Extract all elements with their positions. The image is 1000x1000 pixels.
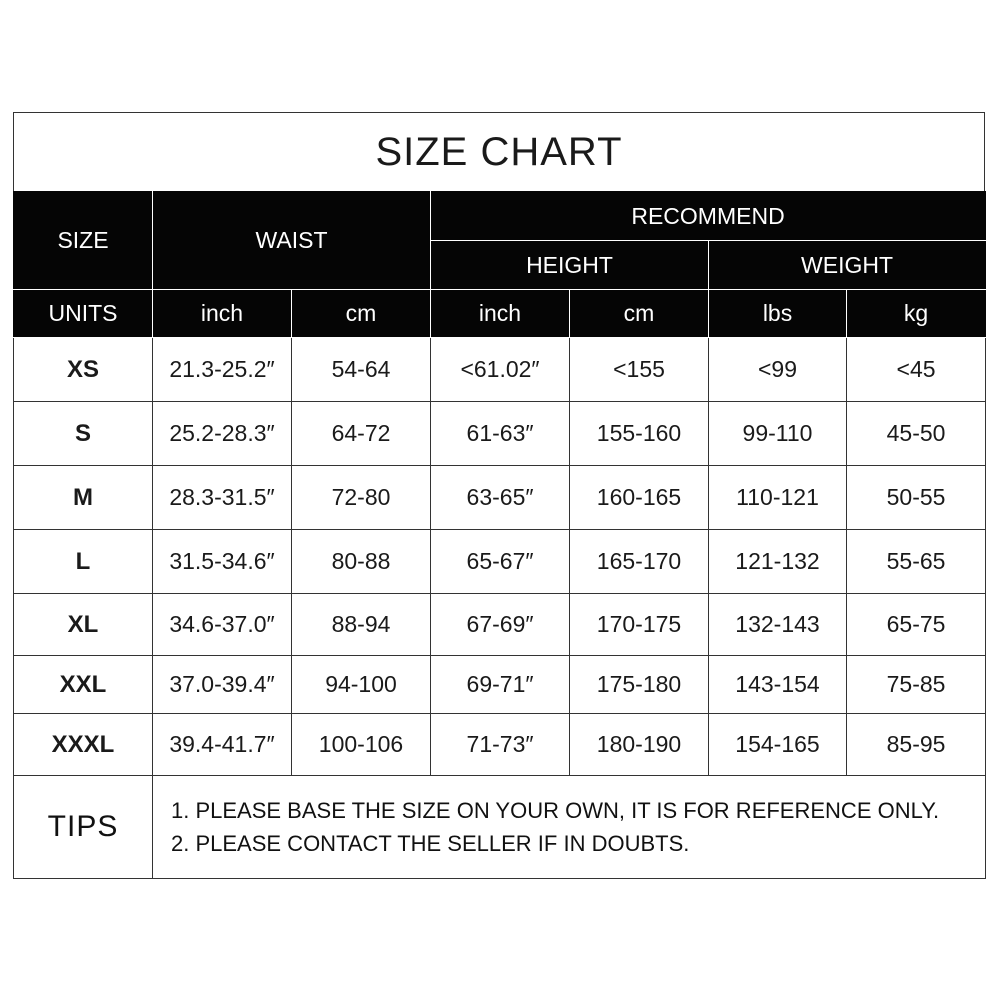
table-row: [14, 594, 986, 656]
unit-waist-inch: inch: [153, 290, 292, 338]
table-row: [14, 466, 986, 530]
tips-line-1: 1. PLEASE BASE THE SIZE ON YOUR OWN, IT IS FOR REFERENCE ONLY.: [171, 798, 940, 823]
size-cell: M: [14, 466, 153, 530]
weight-kg-cell: 50-55: [847, 466, 986, 530]
size-cell: L: [14, 530, 153, 594]
weight-kg-cell: <45: [847, 338, 986, 402]
waist-inch-cell: 31.5-34.6″: [153, 530, 292, 594]
weight-lbs-cell: 99-110: [709, 402, 847, 466]
weight-kg-cell: 55-65: [847, 530, 986, 594]
size-header: SIZE: [14, 192, 153, 290]
waist-inch-cell: 37.0-39.4″: [153, 656, 292, 714]
size-cell: XXL: [14, 656, 153, 714]
height-inch-cell: <61.02″: [431, 338, 570, 402]
weight-lbs-cell: 132-143: [709, 594, 847, 656]
waist-cm-cell: 94-100: [292, 656, 431, 714]
waist-inch-cell: 34.6-37.0″: [153, 594, 292, 656]
height-cm-cell: 175-180: [570, 656, 709, 714]
weight-lbs-cell: 121-132: [709, 530, 847, 594]
size-cell: XS: [14, 338, 153, 402]
waist-cm-cell: 80-88: [292, 530, 431, 594]
table-row: [14, 714, 986, 776]
waist-inch-cell: 21.3-25.2″: [153, 338, 292, 402]
weight-lbs-cell: 154-165: [709, 714, 847, 776]
chart-title: SIZE CHART: [13, 112, 985, 191]
table-row: [14, 338, 986, 402]
weight-lbs-cell: <99: [709, 338, 847, 402]
weight-kg-cell: 85-95: [847, 714, 986, 776]
unit-waist-cm: cm: [292, 290, 431, 338]
height-cm-cell: 180-190: [570, 714, 709, 776]
unit-height-cm: cm: [570, 290, 709, 338]
height-inch-cell: 71-73″: [431, 714, 570, 776]
units-row: [14, 290, 986, 338]
height-inch-cell: 63-65″: [431, 466, 570, 530]
waist-cm-cell: 72-80: [292, 466, 431, 530]
weight-lbs-cell: 110-121: [709, 466, 847, 530]
recommend-header: RECOMMEND: [431, 192, 986, 241]
waist-inch-cell: 28.3-31.5″: [153, 466, 292, 530]
height-cm-cell: 165-170: [570, 530, 709, 594]
table-row: [14, 402, 986, 466]
waist-cm-cell: 88-94: [292, 594, 431, 656]
height-cm-cell: 170-175: [570, 594, 709, 656]
weight-kg-cell: 45-50: [847, 402, 986, 466]
unit-weight-kg: kg: [847, 290, 986, 338]
weight-kg-cell: 75-85: [847, 656, 986, 714]
height-cm-cell: 155-160: [570, 402, 709, 466]
size-chart: [13, 112, 985, 879]
table-row: [14, 530, 986, 594]
height-inch-cell: 69-71″: [431, 656, 570, 714]
units-label: UNITS: [14, 290, 153, 338]
height-inch-cell: 65-67″: [431, 530, 570, 594]
size-cell: XL: [14, 594, 153, 656]
header-row-1: [14, 192, 986, 241]
table-row: [14, 656, 986, 714]
height-inch-cell: 67-69″: [431, 594, 570, 656]
height-header: HEIGHT: [431, 241, 709, 290]
waist-inch-cell: 39.4-41.7″: [153, 714, 292, 776]
unit-weight-lbs: lbs: [709, 290, 847, 338]
weight-lbs-cell: 143-154: [709, 656, 847, 714]
height-inch-cell: 61-63″: [431, 402, 570, 466]
waist-inch-cell: 25.2-28.3″: [153, 402, 292, 466]
waist-cm-cell: 64-72: [292, 402, 431, 466]
tips-content: [153, 776, 986, 879]
waist-cm-cell: 54-64: [292, 338, 431, 402]
tips-label: TIPS: [14, 776, 153, 879]
height-cm-cell: 160-165: [570, 466, 709, 530]
size-table: [13, 191, 986, 879]
tips-line-2: 2. PLEASE CONTACT THE SELLER IF IN DOUBTS.: [171, 831, 690, 856]
unit-height-inch: inch: [431, 290, 570, 338]
size-cell: XXXL: [14, 714, 153, 776]
size-cell: S: [14, 402, 153, 466]
height-cm-cell: <155: [570, 338, 709, 402]
weight-header: WEIGHT: [709, 241, 986, 290]
waist-header: WAIST: [153, 192, 431, 290]
waist-cm-cell: 100-106: [292, 714, 431, 776]
tips-row: [14, 776, 986, 879]
weight-kg-cell: 65-75: [847, 594, 986, 656]
